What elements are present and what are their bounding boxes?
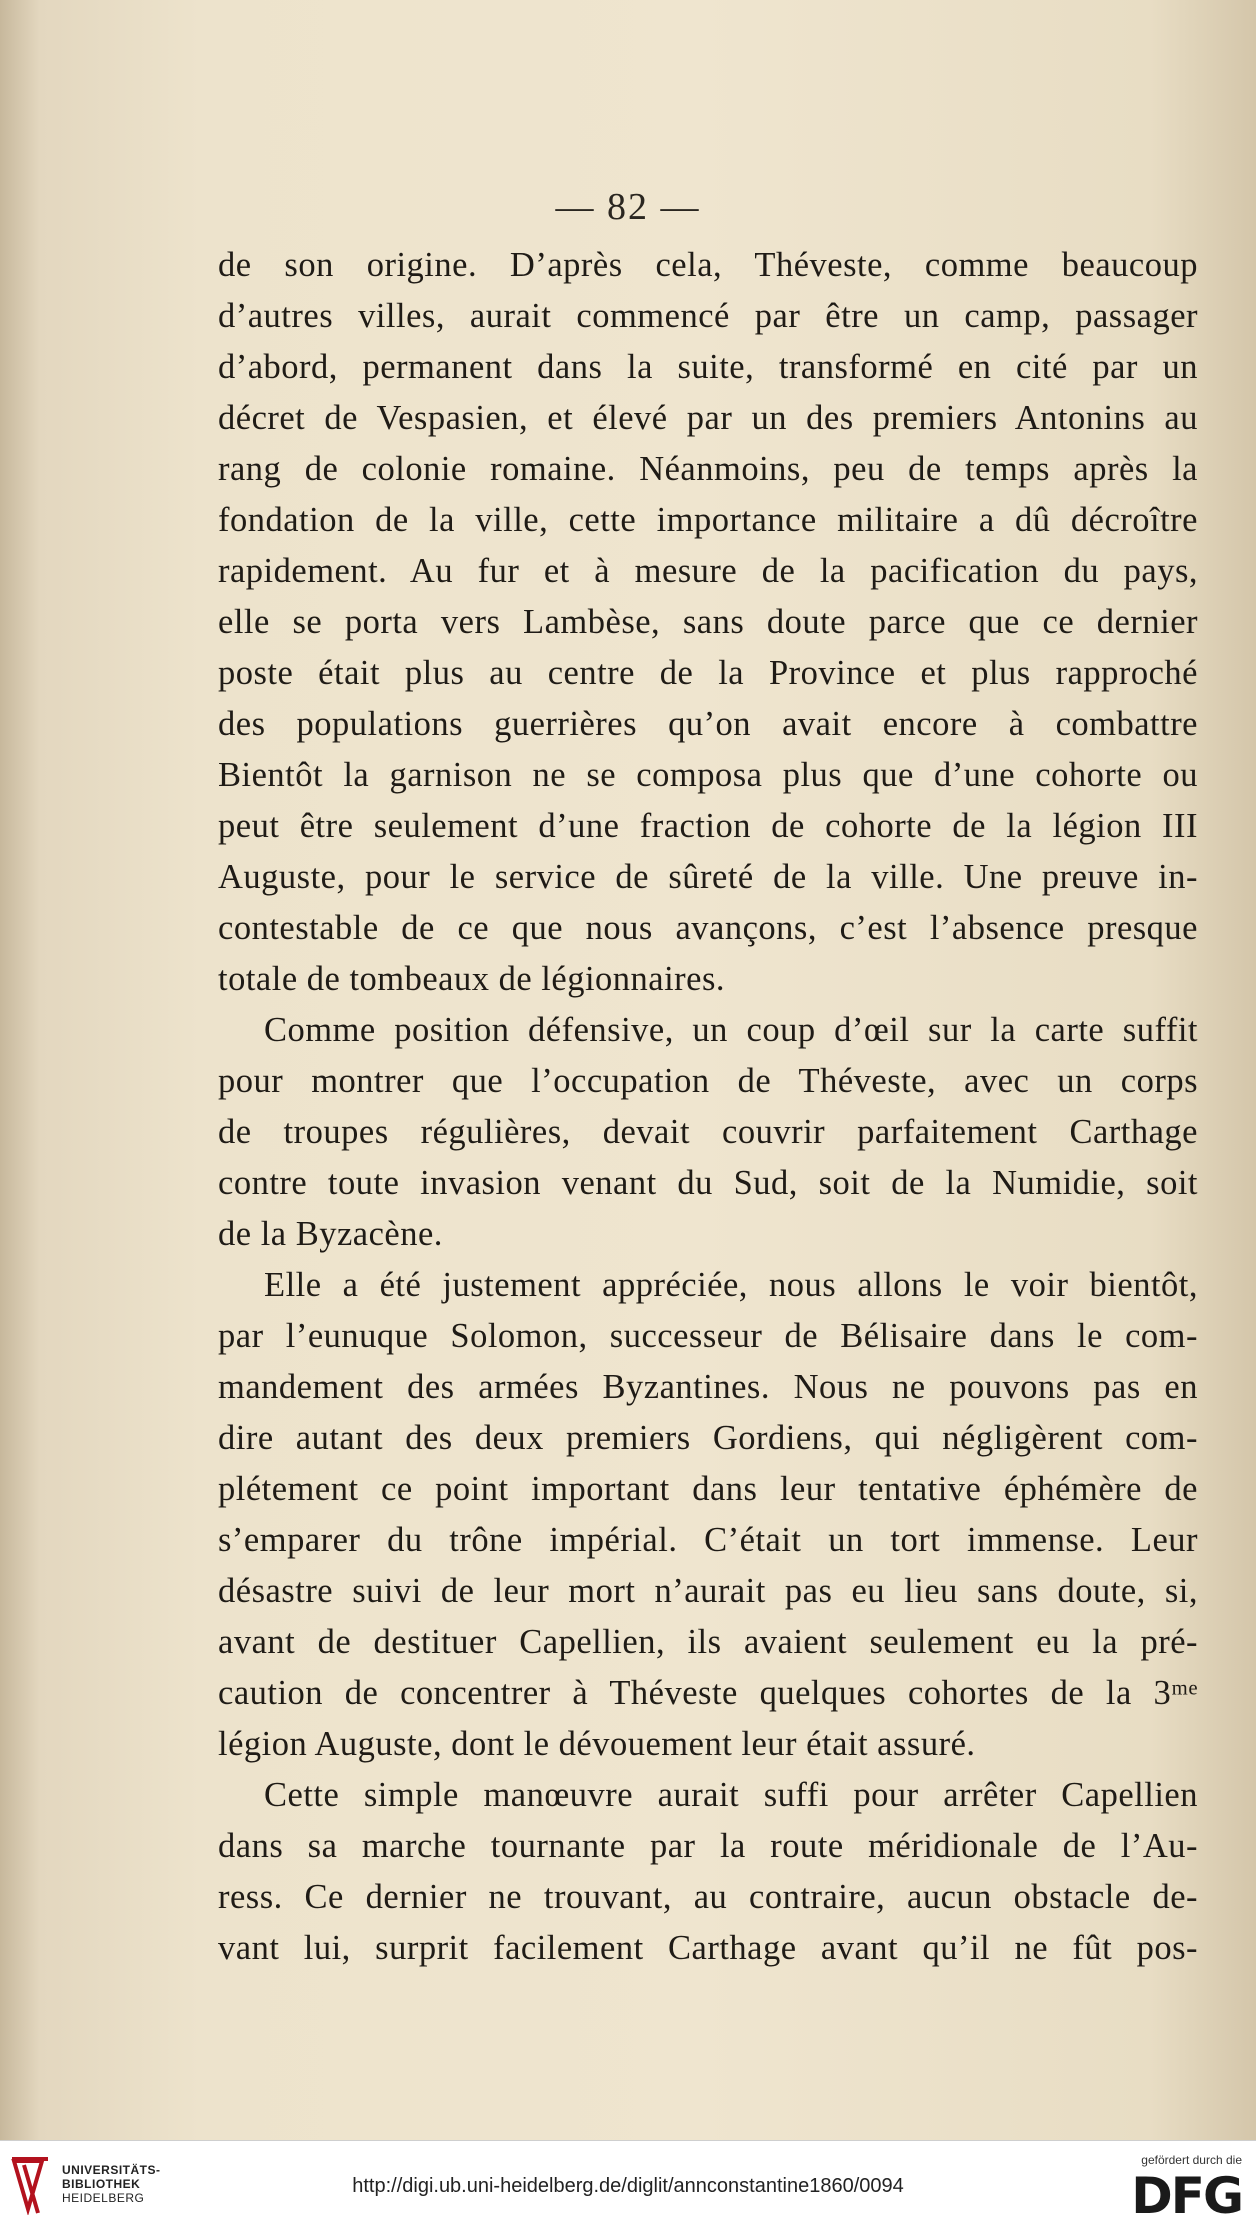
permalink-url[interactable]: http://digi.ub.uni-heidelberg.de/diglit/annconstantine1860/0094: [352, 2175, 904, 2197]
text-line: de son origine. D’après cela, Théveste, comme beaucoup: [218, 246, 1198, 284]
text-line: d’abord, permanent dans la suite, transformé en cité par un: [218, 348, 1198, 386]
library-name-line: HEIDELBERG: [62, 2191, 145, 2205]
text-line: Auguste, pour le service de sûreté de la ville. Une preuve in-: [218, 858, 1198, 896]
text-line: de la Byzacène.: [218, 1215, 443, 1253]
dfg-logo: DFG: [1131, 2167, 1242, 2225]
text-line: mandement des armées Byzantines. Nous ne pouvons pas en: [218, 1368, 1198, 1406]
text-line: contre toute invasion venant du Sud, soit de la Numidie, soit: [218, 1164, 1198, 1202]
text-line: pour montrer que l’occupation de Théveste, avec un corps: [218, 1062, 1198, 1100]
text-line: décret de Vespasien, et élevé par un des premiers Antonins au: [218, 399, 1198, 437]
text-line: rapidement. Au fur et à mesure de la pacification du pays,: [218, 552, 1198, 590]
body-text: [218, 240, 1198, 1974]
text-line: totale de tombeaux de légionnaires.: [218, 960, 726, 998]
text-line: plétement ce point important dans leur tentative éphémère de: [218, 1470, 1198, 1508]
text-line: caution de concentrer à Théveste quelques cohortes de la 3ᵐᵉ: [218, 1674, 1198, 1712]
funding-note: gefördert durch die: [1141, 2153, 1242, 2167]
text-line: par l’eunuque Solomon, successeur de Bélisaire dans le com-: [218, 1317, 1198, 1355]
text-line: contestable de ce que nous avançons, c’est l’absence presque: [218, 909, 1198, 947]
library-name-line: UNIVERSITÄTS-: [62, 2163, 161, 2177]
text-line: fondation de la ville, cette importance militaire a dû décroître: [218, 501, 1198, 539]
text-line: avant de destituer Capellien, ils avaient seulement eu la pré-: [218, 1623, 1198, 1661]
text-line: elle se porta vers Lambèse, sans doute parce que ce dernier: [218, 603, 1198, 641]
text-line: d’autres villes, aurait commencé par être un camp, passager: [218, 297, 1198, 335]
text-line: de troupes régulières, devait couvrir parfaitement Carthage: [218, 1113, 1198, 1151]
text-line: des populations guerrières qu’on avait encore à combattre: [218, 705, 1198, 743]
text-line: peut être seulement d’une fraction de cohorte de la légion III: [218, 807, 1198, 845]
text-line: vant lui, surprit facilement Carthage avant qu’il ne fût pos-: [218, 1929, 1198, 1967]
text-line: dire autant des deux premiers Gordiens, qui négligèrent com-: [218, 1419, 1198, 1457]
page-number: — 82 —: [555, 186, 701, 228]
text-line: Bientôt la garnison ne se composa plus que d’une cohorte ou: [218, 756, 1198, 794]
library-name-line: BIBLIOTHEK: [62, 2177, 141, 2191]
viewer-footer: [0, 2140, 1256, 2231]
text-line: Comme position défensive, un coup d’œil sur la carte suffit: [264, 1011, 1198, 1049]
text-line: dans sa marche tournante par la route méridionale de l’Au-: [218, 1827, 1198, 1865]
text-line: légion Auguste, dont le dévouement leur était assuré.: [218, 1725, 976, 1763]
text-line: Cette simple manœuvre aurait suffi pour arrêter Capellien: [264, 1776, 1198, 1814]
text-line: s’emparer du trône impérial. C’était un tort immense. Leur: [218, 1521, 1198, 1559]
text-line: Elle a été justement appréciée, nous allons le voir bientôt,: [264, 1266, 1198, 1304]
text-line: rang de colonie romaine. Néanmoins, peu de temps après la: [218, 450, 1198, 488]
text-line: ress. Ce dernier ne trouvant, au contraire, aucun obstacle de-: [218, 1878, 1198, 1916]
text-line: poste était plus au centre de la Province et plus rapproché: [218, 654, 1198, 692]
text-line: désastre suivi de leur mort n’aurait pas eu lieu sans doute, si,: [218, 1572, 1198, 1610]
